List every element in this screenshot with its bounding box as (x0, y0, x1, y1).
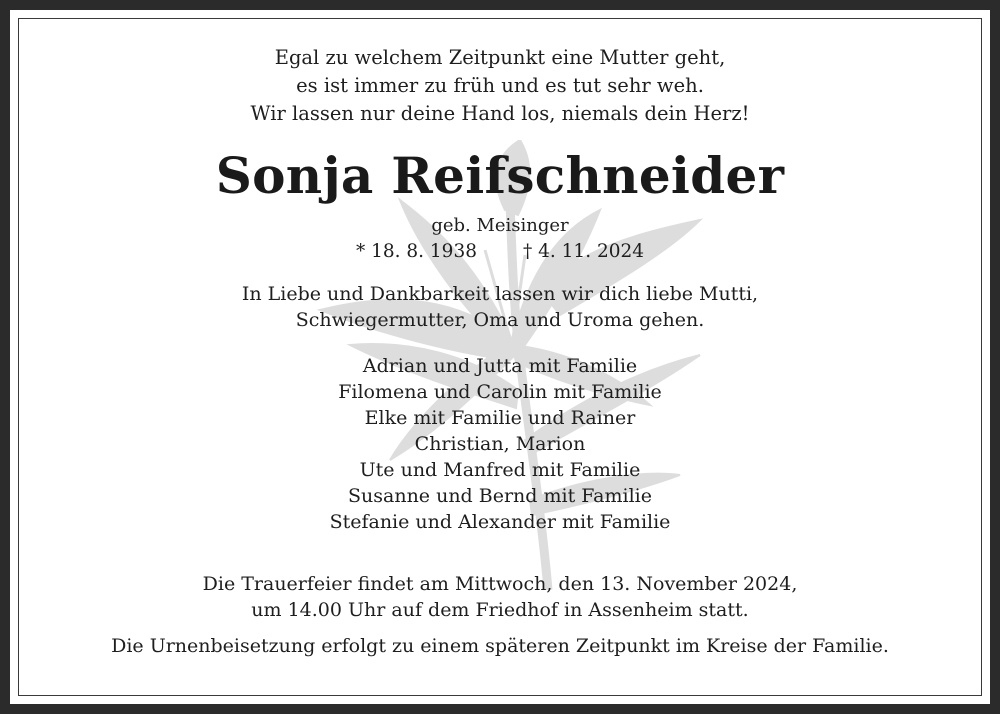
mourner-entry: Adrian und Jutta mit Familie (362, 355, 638, 377)
mourner-entry: Christian, Marion (414, 433, 586, 455)
farewell-line-1: In Liebe und Dankbarkeit lassen wir dich liebe Mutti, (241, 283, 759, 305)
birth-name: geb. Meisinger (431, 215, 569, 236)
deceased-name: Sonja Reifschneider (215, 146, 785, 205)
verse-line-2: es ist immer zu früh und es tut sehr weh. (296, 74, 704, 97)
verse-line-3: Wir lassen nur deine Hand los, niemals dein Herz! (250, 102, 750, 125)
obituary-content (10, 10, 990, 704)
mourner-entry: Elke mit Familie und Rainer (364, 407, 636, 429)
farewell-line-2: Schwiegermutter, Oma und Uroma gehen. (295, 309, 705, 331)
obituary-card (10, 10, 990, 704)
verse-line-1: Egal zu welchem Zeitpunkt eine Mutter geht, (274, 46, 726, 69)
mourner-entry: Filomena und Carolin mit Familie (338, 381, 662, 403)
mourner-entry: Susanne und Bernd mit Familie (348, 485, 652, 507)
birth-date: * 18. 8. 1938 (355, 241, 477, 262)
mourner-entry: Stefanie und Alexander mit Familie (329, 511, 671, 533)
mourner-entry: Ute und Manfred mit Familie (359, 459, 641, 481)
service-line-1: Die Trauerfeier findet am Mittwoch, den 13. November 2024, (202, 573, 798, 595)
life-dates (10, 241, 990, 262)
urn-notice: Die Urnenbeisetzung erfolgt zu einem späteren Zeitpunkt im Kreise der Familie. (111, 635, 889, 657)
death-date: † 4. 11. 2024 (523, 241, 645, 262)
service-line-2: um 14.00 Uhr auf dem Friedhof in Assenheim statt. (251, 599, 749, 621)
